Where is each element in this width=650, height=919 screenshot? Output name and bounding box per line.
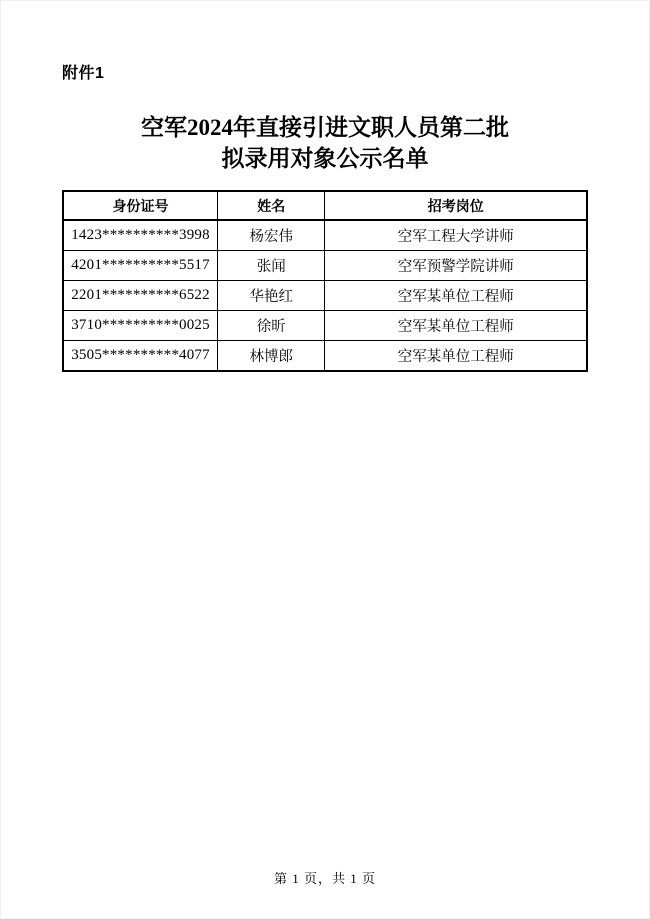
column-header-position: 招考岗位	[325, 191, 587, 220]
name-cell: 华艳红	[218, 281, 325, 311]
name-cell: 张闻	[218, 251, 325, 281]
position-cell: 空军预警学院讲师	[325, 251, 587, 281]
page-number-footer: 第 1 页，共 1 页	[273, 871, 376, 886]
document-title	[0, 112, 650, 174]
name-cell: 杨宏伟	[218, 220, 325, 251]
column-header-id-number: 身份证号	[63, 191, 218, 220]
id-number-cell: 1423**********3998	[63, 220, 218, 251]
table-row	[63, 311, 587, 341]
roster-table	[62, 190, 588, 372]
id-number-cell: 4201**********5517	[63, 251, 218, 281]
position-cell: 空军工程大学讲师	[325, 220, 587, 251]
id-number-cell: 3505**********4077	[63, 341, 218, 372]
document-title-line1: 空军2024年直接引进文职人员第二批	[141, 115, 509, 140]
position-cell: 空军某单位工程师	[325, 311, 587, 341]
table-row	[63, 281, 587, 311]
position-cell: 空军某单位工程师	[325, 341, 587, 372]
table-row	[63, 341, 587, 372]
table-row	[63, 220, 587, 251]
column-header-name: 姓名	[218, 191, 325, 220]
id-number-cell: 2201**********6522	[63, 281, 218, 311]
id-number-cell: 3710**********0025	[63, 311, 218, 341]
table-row	[63, 251, 587, 281]
table-header-row	[63, 191, 587, 220]
name-cell: 林博郎	[218, 341, 325, 372]
document-title-line2: 拟录用对象公示名单	[221, 146, 429, 171]
position-cell: 空军某单位工程师	[325, 281, 587, 311]
attachment-label: 附件1	[62, 65, 105, 82]
name-cell: 徐昕	[218, 311, 325, 341]
